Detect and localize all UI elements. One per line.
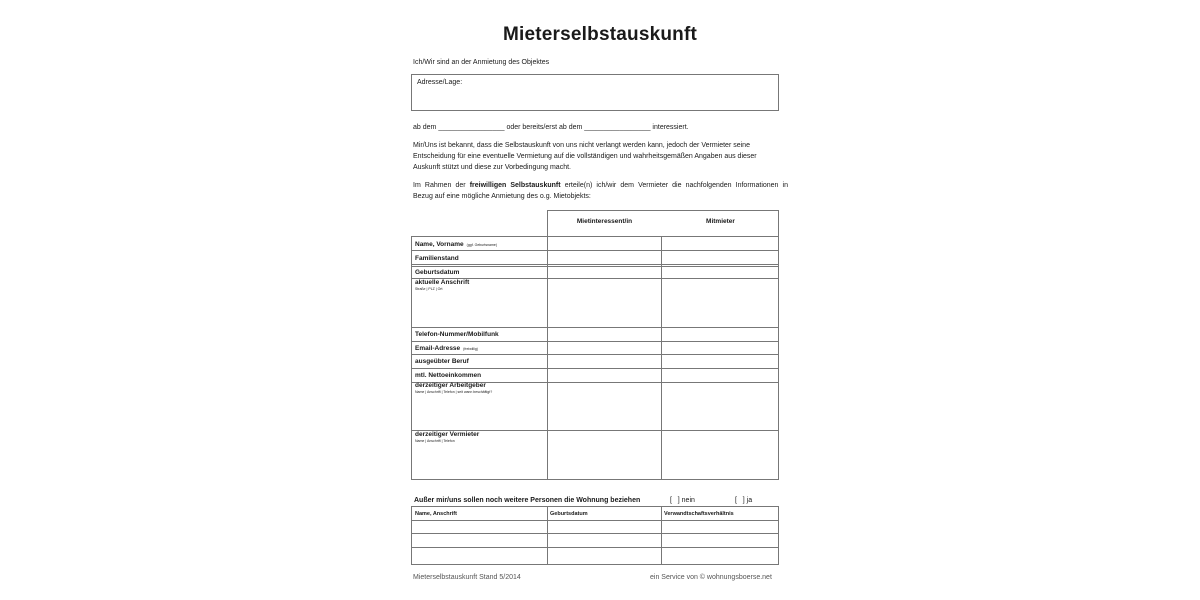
row-vermieter (415, 431, 479, 443)
header-mietinteressent: Mietinteressent/in (576, 218, 633, 225)
row-arbeitgeber-label: derzeitiger Arbeitgeber (415, 382, 486, 389)
paragraph-1: Mir/Uns ist bekannt, dass die Selbstauskunft von uns nicht verlangt werden kann, jedoch der Vermieter seine Entscheidung für eine eventuelle Vermietung auf die vollständigen und wahrheitsgemäßen Angaben aus dieser Auskunft stützt und diese zur Vorbedingung macht. (413, 142, 757, 171)
row-telefon: Telefon-Nummer/Mobilfunk (415, 331, 499, 338)
row-familienstand: Familienstand (415, 255, 459, 262)
p2-bold: freiwilligen Selbstauskunft (469, 182, 561, 189)
row-email-label: Email-Adresse (415, 345, 461, 352)
info-table (411, 210, 779, 480)
date-blank-2[interactable]: _________________ (584, 124, 651, 131)
persons-question: Außer mir/uns sollen noch weitere Personen die Wohnung beziehen (414, 497, 641, 504)
date-ab: ab dem (413, 124, 437, 131)
row-geburtsdatum: Geburtsdatum (415, 269, 460, 276)
row-name-label: Name, Vorname (415, 241, 464, 248)
row-name-note: (ggf. Geburtsname) (466, 243, 498, 247)
persons-col-geburtsdatum: Geburtsdatum (550, 511, 588, 517)
row-einkommen: mtl. Nettoeinkommen (415, 372, 482, 379)
row-arbeitgeber (415, 382, 492, 394)
table-body (411, 236, 779, 480)
row-name (415, 241, 497, 248)
row-email (415, 345, 478, 352)
footer-right: ein Service von © wohnungsboerse.net (650, 574, 772, 581)
row-email-note: (freiwillig) (463, 347, 478, 351)
p2-post: erteile(n) ich/wir dem Vermieter die nachfolgenden Informationen in (564, 182, 789, 189)
date-end: interessiert. (652, 124, 689, 131)
p2-pre: Im Rahmen der (413, 182, 466, 189)
header-mitmieter: Mitmieter (706, 218, 735, 225)
row-beruf: ausgeübter Beruf (415, 358, 469, 365)
date-line (413, 122, 689, 133)
persons-col-name: Name, Anschrift (415, 511, 457, 517)
row-anschrift (415, 279, 469, 291)
checkbox-nein[interactable]: [ ] nein (670, 497, 695, 504)
persons-table (411, 506, 779, 565)
persons-col-verwandtschaft: Verwandtschaftsverhältnis (664, 511, 734, 517)
row-anschrift-note: Straße | PLZ | Ort (415, 287, 443, 291)
address-label: Adresse/Lage: (417, 79, 463, 86)
page-title: Mieterselbstauskunft (502, 24, 698, 45)
paragraph-2-line-1 (413, 180, 788, 191)
address-box[interactable] (411, 74, 779, 111)
checkbox-ja[interactable]: [ ] ja (735, 497, 753, 504)
intro-text: Ich/Wir sind an der Anmietung des Objektes (413, 59, 550, 66)
row-vermieter-label: derzeitiger Vermieter (415, 431, 480, 438)
row-arbeitgeber-note: Name | Anschrift | Telefon | seit wann beschäftigt? (415, 390, 493, 394)
paragraph-2-line-2: Bezug auf eine mögliche Anmietung des o.g. Mietobjekts: (413, 193, 591, 200)
date-middle: oder bereits/erst ab dem (506, 124, 583, 131)
date-blank-1[interactable]: _________________ (438, 124, 505, 131)
footer-left: Mieterselbstauskunft Stand 5/2014 (413, 574, 521, 581)
row-vermieter-note: Name | Anschrift | Telefon (415, 439, 455, 443)
row-anschrift-label: aktuelle Anschrift (415, 279, 470, 286)
